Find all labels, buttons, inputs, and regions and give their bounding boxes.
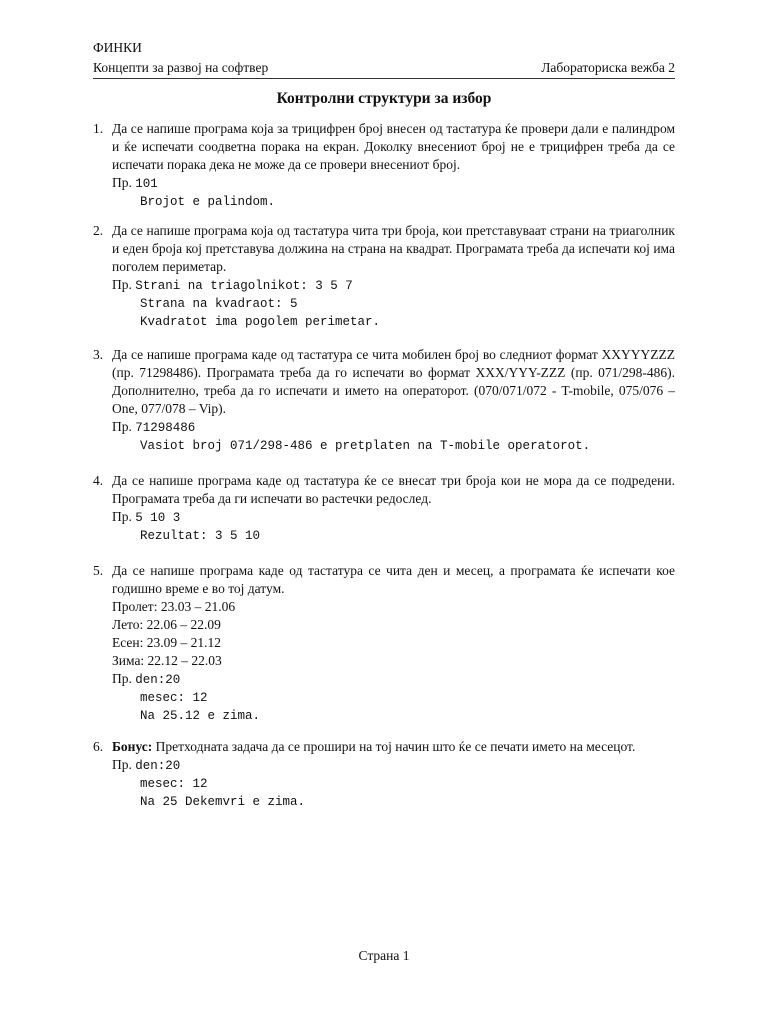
example-line: Kvadratot ima pogolem perimetar.: [140, 315, 381, 329]
example-line: Brojot e palindom.: [140, 195, 276, 209]
task-2: [93, 222, 675, 331]
task-number: 5.: [93, 563, 104, 578]
task-text: Да се напише програма каде од тастатура се чита мобилен број во следниот формат XXYYYZZZ (пр. 71298486). Програмата треба да го испечати во формат XXX/YYY-ZZZ (пр. 071/298-486). Дополнително, треба да го испечати и името на операторот. (070/071/072 - T-mobile, 075/076 – One, 077/078 – Vip).: [112, 347, 675, 416]
example-line: Na 25.12 e zima.: [140, 709, 261, 723]
task-text: Да се напише програма каде од тастатура се чита ден и месец, а програмата ќе испечати кое годишно време е во тој датум.: [112, 563, 675, 596]
task-6: [93, 738, 675, 811]
season-line: Есен: 23.09 – 21.12: [112, 635, 221, 650]
header-divider: [93, 78, 675, 79]
example-prefix: Пр.: [112, 277, 132, 292]
example-prefix: Пр.: [112, 175, 132, 190]
example-line: 71298486: [135, 421, 196, 435]
example-line: Na 25 Dekemvri e zima.: [140, 795, 306, 809]
task-number: 6.: [93, 739, 104, 754]
task-3: [93, 346, 675, 455]
task-number: 3.: [93, 347, 104, 362]
header-org: ФИНКИ: [93, 40, 142, 55]
example-line: Rezultat: 3 5 10: [140, 529, 261, 543]
season-line: Пролет: 23.03 – 21.06: [112, 599, 236, 614]
task-5: [93, 562, 675, 725]
example-line: 5 10 3: [135, 511, 181, 525]
example-prefix: Пр.: [112, 419, 132, 434]
header-row: [93, 60, 675, 76]
page-footer: Страна 1: [358, 948, 410, 963]
example-line: Strana na kvadraot: 5: [140, 297, 298, 311]
task-text: Претходната задача да се прошири на тој начин што ќе се печати името на месецот.: [152, 739, 636, 754]
example-prefix: Пр.: [112, 757, 132, 772]
page-title: Контролни структури за избор: [276, 90, 492, 107]
example-prefix: Пр.: [112, 509, 132, 524]
task-4: [93, 472, 675, 545]
example-line: Strani na triagolnikot: 3 5 7: [135, 279, 353, 293]
season-line: Зима: 22.12 – 22.03: [112, 653, 222, 668]
example-line: mesec: 12: [140, 691, 208, 705]
task-text: Да се напише програма која од тастатура чита три броја, кои претставуваат страни на триаголник и еден броја кој претставува должина на страна на квадрат. Програмата треба да испечати кој има поголем периметар.: [112, 223, 675, 274]
task-number: 4.: [93, 473, 104, 488]
season-line: Лето: 22.06 – 22.09: [112, 617, 221, 632]
example-line: Vasiot broj 071/298-486 e pretplaten na T-mobile operatorot.: [140, 439, 591, 453]
example-line: den:20: [135, 759, 181, 773]
task-number: 2.: [93, 223, 104, 238]
bonus-label: Бонус:: [112, 739, 153, 754]
task-text: Да се напише програма каде од тастатура ќе се внесат три броја кои не мора да се подредени. Програмата треба да ги испечати во растечки редослед.: [112, 473, 675, 506]
task-number: 1.: [93, 121, 104, 136]
example-line: mesec: 12: [140, 777, 208, 791]
example-line: 101: [135, 177, 158, 191]
example-prefix: Пр.: [112, 671, 132, 686]
task-text: Да се напише програма која за трицифрен број внесен од тастатура ќе провери дали е палиндром и ќе испечати соодветна порака на екран. Доколку внесениот број не е трицифрен треба да се испечати порака дека не може да се провери внесениот број.: [112, 121, 675, 172]
example-line: den:20: [135, 673, 181, 687]
task-1: [93, 120, 675, 211]
header-lab: Лабораториска вежба 2: [541, 60, 675, 75]
header-course: Концепти за развој на софтвер: [93, 60, 269, 75]
